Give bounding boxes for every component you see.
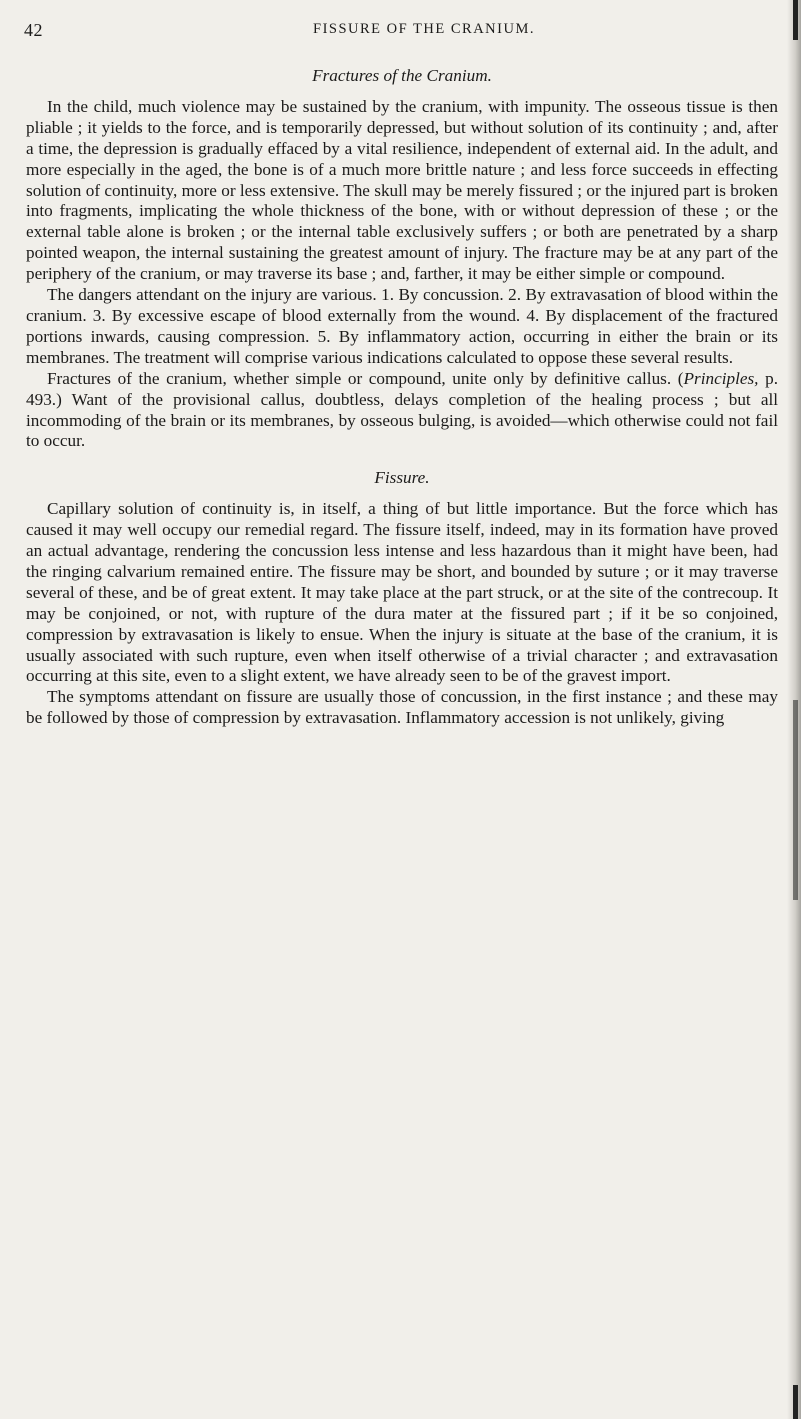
citation-before: Fractures of the cranium, whether simple or compound, unite only by definitive callus. ( — [47, 368, 684, 388]
paragraph: In the child, much violence may be sustained by the cranium, with impunity. The osseous tissue is then pliable ; it yields to the force, and is temporarily depressed, but without solution of its continuity ; and, after a time, the depression is gradually effaced by a vital resilience, independent of external aid. In the adult, and more especially in the aged, the bone is of a much more brittle nature ; and less force succeeds in effecting solution of continuity, more or less extensive. The skull may be merely fissured ; or the injured part is broken into fragments, implicating the whole thickness of the bone, with or without depression of these ; or the external table alone is broken ; or the internal table exclusively suffers ; or both are penetrated by a sharp pointed weapon, the internal sustaining the greatest amount of injury. The fracture may be at any part of the periphery of the cranium, or may traverse its base ; and, farther, it may be either simple or compound. — [26, 96, 778, 284]
page-number: 42 — [24, 20, 43, 40]
section-heading-fractures: Fractures of the Cranium. — [312, 66, 492, 85]
page-body — [26, 66, 778, 729]
citation-title: Principles, — [683, 368, 759, 388]
paragraph-with-citation — [26, 369, 778, 453]
citation-after: p. 493.) Want of the provisional callus, doubtless, delays completion of the healing process ; but all incommoding of the brain or its membranes, by osseous bulging, is avoided—which otherwise could not fail to occur. — [26, 368, 779, 451]
paragraph: The dangers attendant on the injury are various. 1. By concussion. 2. By extravasation of blood within the cranium. 3. By excessive escape of blood externally from the wound. 4. By displacement of the fractured portions inwards, causing compression. 5. By inflammatory action, occurring in either the brain or its membranes. The treatment will comprise various indications calculated to oppose these several results. — [26, 285, 778, 367]
section-heading-fissure: Fissure. — [374, 468, 430, 488]
paragraph: Capillary solution of continuity is, in itself, a thing of but little importance. But the force which has caused it may well occupy our remedial regard. The fissure itself, indeed, may in its formation have proved an actual advantage, rendering the concussion less intense and less hazardous than it might have been, had the ringing calvarium remained entire. The fissure may be short, and bounded by suture ; or it may traverse several of these, and be of great extent. It may take place at the part struck, or at the site of the contrecoup. It may be conjoined, or not, with rupture of the dura mater at the fissured part ; if it be so conjoined, compression by extravasation is likely to ensue. When the injury is situate at the base of the cranium, it is usually associated with such rupture, even when itself otherwise of a trivial character ; and extravasation occurring at this site, even to a slight extent, we have already seen to be of the gravest import. — [26, 499, 778, 686]
running-head — [24, 20, 784, 40]
page-edge-marks — [793, 0, 799, 1419]
paragraph: The symptoms attendant on fissure are usually those of concussion, in the first instance ; and these may be followed by those of compression by extravasation. Inflammatory accession is not unlikely, giving — [26, 687, 778, 728]
running-title: FISSURE OF THE CRANIUM. — [313, 21, 535, 37]
